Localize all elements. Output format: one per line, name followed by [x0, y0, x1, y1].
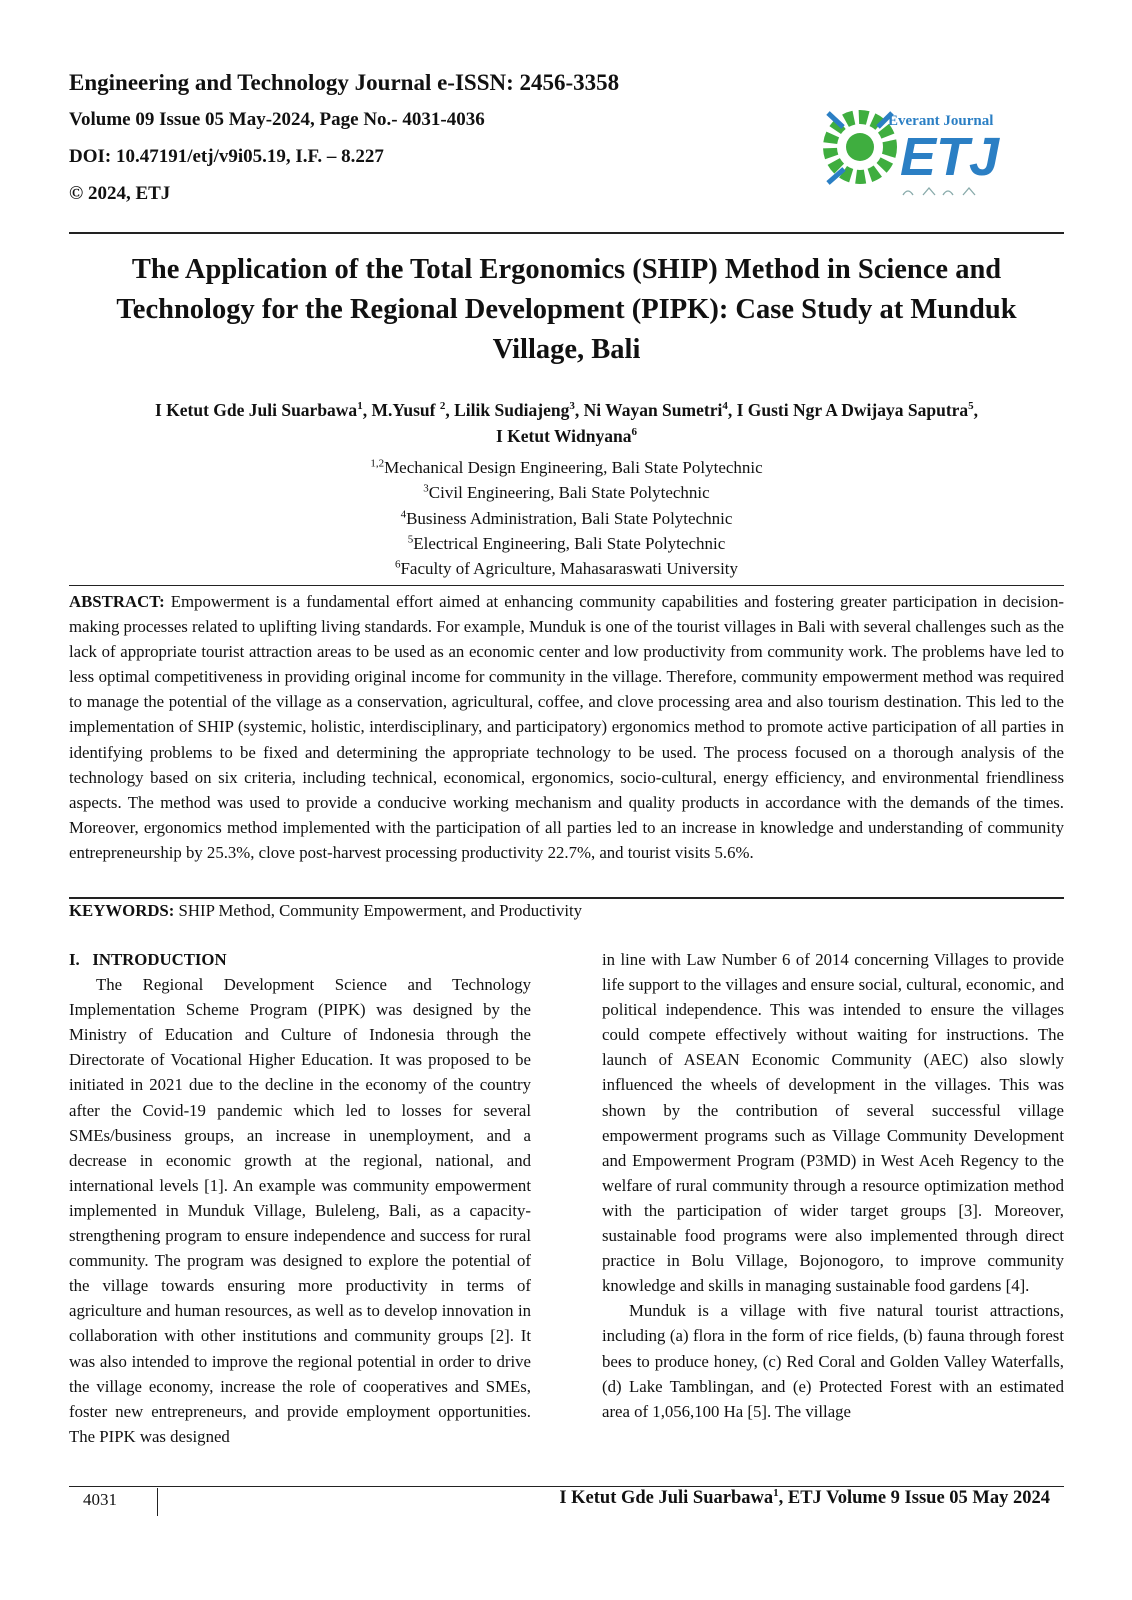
- affiliation: $^6$Faculty of Agriculture, Mahasaraswati University: [394, 558, 739, 579]
- abstract-top-rule: [69, 585, 1064, 586]
- keywords-label: KEYWORDS:: [69, 901, 175, 920]
- journal-copyright: © 2024, ETJ: [69, 183, 171, 204]
- author-name: M.Yusuf: [371, 400, 440, 420]
- affiliation: $^4$Business Administration, Bali State Polytechnic: [400, 507, 733, 528]
- author-sup: 3: [569, 400, 575, 413]
- page-number: 4031: [83, 1490, 117, 1509]
- keywords: [69, 899, 1064, 923]
- author-sup: 4: [722, 400, 728, 413]
- body-paragraph: The Regional Development Science and Technology Implementation Scheme Program (PIPK) was designed by the Ministry of Education and Culture of Indonesia through the Directorate of Vocational Higher Education. It was proposed to be initiated in 2021 due to the decline in the economy of the country after the Covid-19 pandemic which led to losses for several SMEs/business groups, an increase in unemployment, and a decrease in economic growth at the regional, national, and international levels [1]. An example was community empowerment implemented in Munduk Village, Buleleng, Bali, as a capacity-strengthening program to ensure independence and success for rural community. The program was designed to explore the potential of the village towards ensuring more productivity in terms of agriculture and human resources, as well as to develop innovation in collaboration with other institutions and community groups [2]. It was also intended to improve the regional potential in order to drive the village economy, increase the role of cooperatives and SMEs, foster new entrepreneurs, and provide employment opportunities. The PIPK was designed: [69, 975, 531, 1446]
- abstract: [69, 589, 1064, 865]
- abstract-text: Empowerment is a fundamental effort aimed at enhancing community capabilities and fostering greater participation in decision-making processes related to uplifting living standards. For example, Munduk is one of the tourist villages in Bali with several challenges such as the lack of appropriate tourist attraction areas to be used as an economic center and low productivity from community work. The problems have led to less optimal competitiveness in providing original income for community in the village. Therefore, community empowerment method was required to manage the potential of the village as a conservation, agricultural, coffee, and clove processing area and also tourism destination. This led to the implementation of SHIP (systemic, holistic, interdisciplinary, and participatory) ergonomics method to promote active participation of all parties in identifying problems to be fixed and determining the appropriate technology to be used. The process focused on a thorough analysis of the technology based on six criteria, including technical, economical, ergonomics, socio-cultural, energy efficiency, and environmental friendliness aspects. The method was used to provide a conducive working mechanism and quality products in accordance with the demands of the times. Moreover, ergonomics method implemented with the participation of all parties led to an increase in knowledge and understanding of community entrepreneurship by 25.3%, clove post-harvest processing productivity 22.7%, and tourist visits 5.6%.: [69, 592, 1065, 862]
- author-sup: 6: [631, 426, 637, 439]
- logo-mark: ETJ: [900, 127, 1000, 187]
- author-list: I Ketut Gde Juli Suarbawa$^1$, M.Yusuf $^2$, Lilik Sudiajeng$^3$, Ni Wayan Sumetri$^4$, I Gusti Ngr A Dwijaya Saputra$^5$, I Ketut Widnyana$^6$: [154, 400, 979, 446]
- author-name: I Ketut Gde Juli Suarbawa: [154, 400, 358, 420]
- footer-rule: [69, 1486, 1064, 1487]
- journal-name-issn: Engineering and Technology Journal e-ISSN: 2456-3358: [69, 70, 620, 95]
- author-name: Lilik Sudiajeng: [454, 400, 570, 420]
- affiliation-list: [69, 455, 1064, 581]
- journal-header: [69, 70, 769, 204]
- author-name: I Gusti Ngr A Dwijaya Saputra: [736, 400, 969, 420]
- body-paragraph: in line with Law Number 6 of 2014 concerning Villages to provide life support to the villages and ensure social, cultural, economic, and political independence. This was intended to ensure the villages could compete effectively without waiting for instructions. The launch of ASEAN Economic Community (AEC) also slowly influenced the wheels of development in the villages. This was shown by the contribution of several successful village empowerment programs such as Village Community Development and Empowerment Program (P3MD) in West Aceh Regency to the welfare of rural community through a resource optimization method with the participation of wider target groups [3]. Moreover, sustainable food programs were also implemented through direct practice in Bolu Village, Bojonogoro, to improve community knowledge and skills in managing sustainable food gardens [4].: [602, 950, 1064, 1296]
- body-paragraph: Munduk is a village with five natural tourist attractions, including (a) flora in the form of rice fields, (b) fauna through forest bees to produce honey, (c) Red Coral and Golden Valley Waterfalls, (d) Lake Tamblingan, and (e) Protected Forest with an estimated area of 1,056,100 Ha [5]. The village: [602, 1301, 1064, 1421]
- affiliation: $^3$Civil Engineering, Bali State Polytechnic: [423, 482, 710, 503]
- author-name: Ni Wayan Sumetri: [583, 400, 723, 420]
- author-sup: 1: [357, 400, 363, 413]
- header-rule: [69, 232, 1064, 234]
- gear-icon: [828, 113, 892, 183]
- paper-title: The Application of the Total Ergonomics (SHIP) Method in Science and Technology for the Regional Development (PIPK): Case Study at Munduk Village, Bali: [116, 254, 1017, 365]
- running-footer: I Ketut Gde Juli Suarbawa$^1$, ETJ Volume 9 Issue 05 May 2024: [559, 1486, 1050, 1508]
- logo-title: Everant Journal: [888, 113, 994, 129]
- keywords-text: SHIP Method, Community Empowerment, and Productivity: [174, 901, 583, 920]
- left-column: [69, 947, 531, 1449]
- author-name: I Ketut Widnyana: [495, 426, 632, 446]
- section-heading: I. INTRODUCTION: [69, 950, 227, 969]
- abstract-label: ABSTRACT:: [69, 592, 165, 611]
- right-column: [602, 947, 1064, 1424]
- author-sup: 5: [968, 400, 974, 413]
- affiliation: $^{1,2}$Mechanical Design Engineering, Bali State Polytechnic: [370, 457, 763, 477]
- footer-divider: [157, 1488, 158, 1516]
- etj-logo: [808, 95, 1018, 205]
- journal-doi: DOI: 10.47191/etj/v9i05.19, I.F. – 8.227: [69, 146, 384, 167]
- affiliation: $^5$Electrical Engineering, Bali State Polytechnic: [407, 533, 726, 553]
- author-sup: 2: [439, 400, 446, 413]
- journal-volume-pages: Volume 09 Issue 05 May-2024, Page No.- 4031-4036: [69, 109, 485, 130]
